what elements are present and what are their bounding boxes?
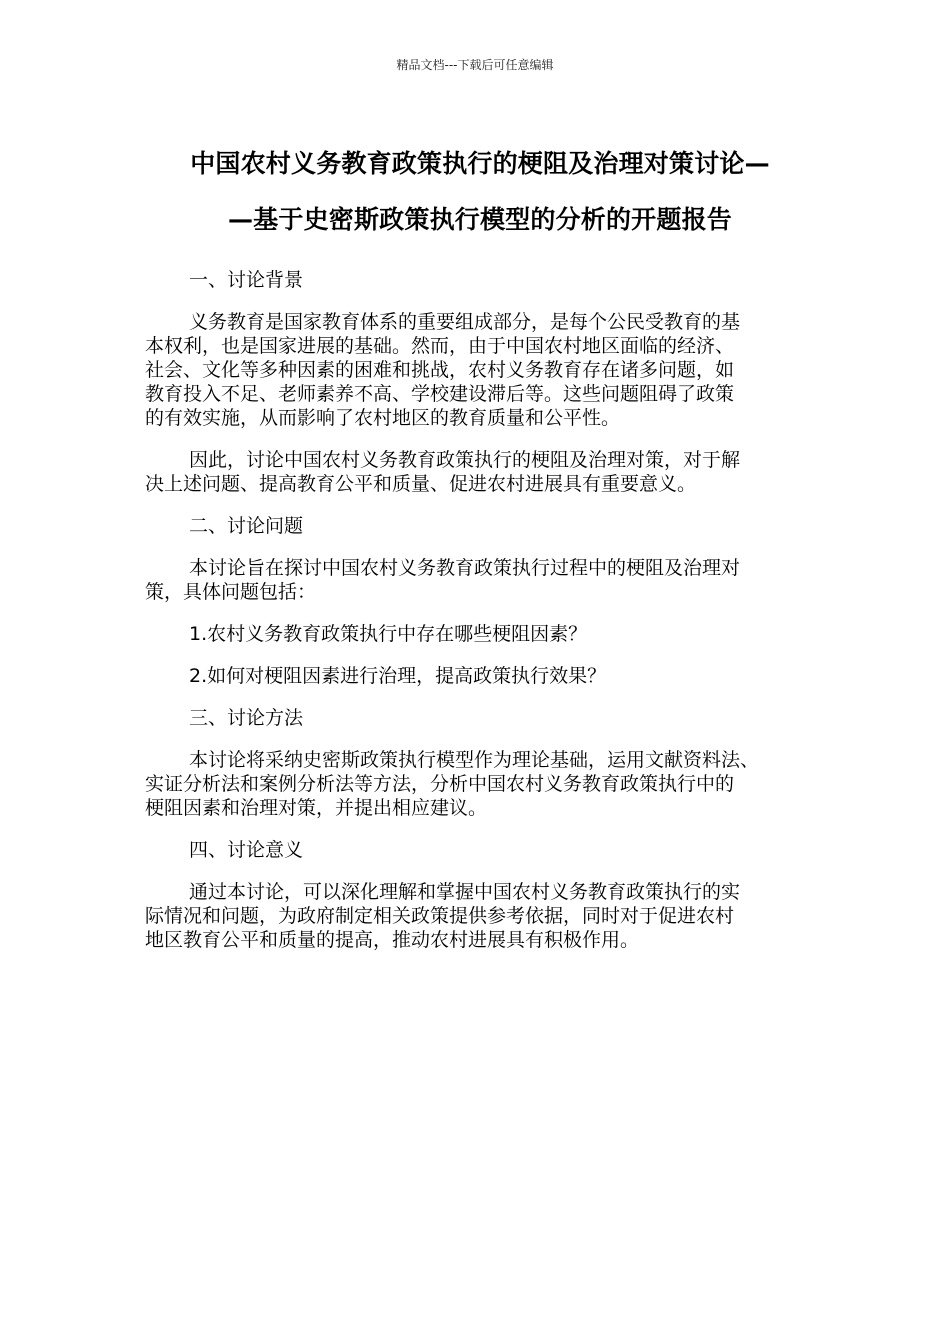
paragraph-questions	[145, 556, 805, 604]
text-line: 通过本讨论，可以深化理解和掌握中国农村义务教育政策执行的实	[189, 881, 741, 903]
section-heading-significance: 四、讨论意义	[189, 839, 304, 861]
document-title	[140, 136, 820, 248]
text-line: 本讨论将采纳史密斯政策执行模型作为理论基础，运用文献资料法、	[189, 749, 760, 771]
text-line: 本权利，也是国家进展的基础。然而，由于中国农村地区面临的经济、	[145, 335, 735, 357]
text-line: 教育投入不足、老师素养不高、学校建设滞后等。这些问题阻碍了政策	[145, 383, 735, 405]
header-note: 精品文档---下载后可任意编辑	[396, 58, 554, 72]
section-heading-questions: 二、讨论问题	[189, 515, 304, 537]
paragraph-background-2	[145, 448, 805, 496]
paragraph-background-1	[145, 310, 805, 430]
text-line: 因此，讨论中国农村义务教育政策执行的梗阻及治理对策，对于解	[189, 449, 741, 471]
text-line: 梗阻因素和治理对策，并提出相应建议。	[145, 797, 488, 819]
paragraph-methods	[145, 748, 805, 820]
question-item-2: 2.如何对梗阻因素进行治理，提高政策执行效果？	[189, 665, 607, 687]
text-line: 的有效实施，从而影响了农村地区的教育质量和公平性。	[145, 407, 621, 429]
document-body	[145, 268, 805, 970]
question-item-1: 1.农村义务教育政策执行中存在哪些梗阻因素？	[189, 623, 588, 645]
text-line: 决上述问题、提高教育公平和质量、促进农村进展具有重要意义。	[145, 473, 697, 495]
paragraph-significance	[145, 880, 805, 952]
section-heading-background: 一、讨论背景	[189, 269, 304, 291]
title-line-2: —基于史密斯政策执行模型的分析的开题报告	[227, 205, 732, 234]
text-line: 策，具体问题包括：	[145, 581, 317, 603]
text-line: 地区教育公平和质量的提高，推动农村进展具有积极作用。	[145, 929, 640, 951]
title-line-1: 中国农村义务教育政策执行的梗阻及治理对策讨论—	[190, 149, 770, 178]
text-line: 社会、文化等多种因素的困难和挑战，农村义务教育存在诸多问题，如	[145, 359, 735, 381]
text-line: 际情况和问题，为政府制定相关政策提供参考依据，同时对于促进农村	[145, 905, 735, 927]
text-line: 实证分析法和案例分析法等方法，分析中国农村义务教育政策执行中的	[145, 773, 735, 795]
section-heading-methods: 三、讨论方法	[189, 707, 304, 729]
text-line: 义务教育是国家教育体系的重要组成部分，是每个公民受教育的基	[189, 311, 741, 333]
text-line: 本讨论旨在探讨中国农村义务教育政策执行过程中的梗阻及治理对	[189, 557, 741, 579]
